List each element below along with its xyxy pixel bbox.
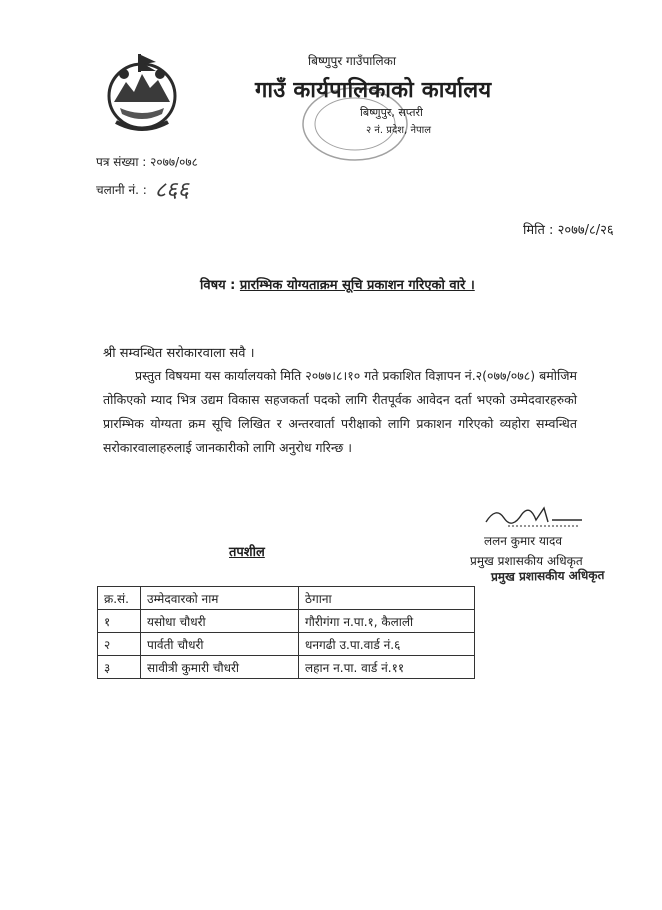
table-row bbox=[98, 610, 475, 633]
cell-name: पार्वती चौधरी bbox=[141, 633, 299, 656]
letter-date: मिति : २०७७/८/२६ bbox=[523, 223, 614, 238]
candidate-table bbox=[97, 586, 475, 679]
cell-name: सावीत्री कुमारी चौधरी bbox=[141, 656, 299, 679]
cell-address: लहान न.पा. वार्ड नं.११ bbox=[299, 656, 475, 679]
cell-address: गौरीगंगा न.पा.१, कैलाली bbox=[299, 610, 475, 633]
cell-serial: २ bbox=[98, 633, 141, 656]
municipality-name: बिष्णुपुर गाउँपालिका bbox=[308, 54, 396, 68]
province-address: २ नं. प्रदेश, नेपाल bbox=[366, 125, 432, 136]
cell-serial: १ bbox=[98, 610, 141, 633]
dispatch-value: ८६६ bbox=[154, 178, 189, 203]
reference-value: २०७७/०७८ bbox=[150, 155, 198, 169]
table-header-row bbox=[98, 587, 475, 610]
district-address: बिष्णुपुर, सप्तरी bbox=[360, 106, 423, 119]
cell-serial: ३ bbox=[98, 656, 141, 679]
salutation: श्री सम्वन्धित सरोकारवाला सवै । bbox=[103, 346, 255, 361]
nepal-emblem-icon bbox=[104, 52, 180, 136]
handwritten-signature bbox=[478, 500, 588, 530]
header-serial: क्र.सं. bbox=[98, 587, 141, 610]
subject-label: विषय : bbox=[200, 278, 236, 293]
signatory-title: प्रमुख प्रशासकीय अधिकृत bbox=[470, 554, 583, 568]
body-paragraph: प्रस्तुत विषयमा यस कार्यालयको मिति २०७७।८।१० गते प्रकाशित विज्ञापन नं.२(०७७/०७८) बमोजिम तोकिएको म्याद भित्र उद्यम विकास सहजकर्ता पदको लागि रीतपूर्वक आवेदन दर्ता भएको उम्मेदवारहरुको प्रारम्भिक योग्यता क्रम सूचि लिखित र अन्तरवार्ता परीक्षाको लागि प्रकाशन गरिएको व्यहोरा सम्वन्धित सरोकारवालाहरुलाई जानकारीको लागि अनुरोध गरिन्छ । bbox=[103, 368, 577, 455]
table-row bbox=[98, 633, 475, 656]
dispatch-label: चलानी नं. : bbox=[96, 183, 147, 197]
cell-name: यसोधा चौधरी bbox=[141, 610, 299, 633]
reference-label: पत्र संख्या : bbox=[96, 155, 147, 169]
signatory-stamp: प्रमुख प्रशासकीय अधिकृत bbox=[490, 568, 605, 584]
cell-address: धनगढी उ.पा.वार्ड नं.६ bbox=[299, 633, 475, 656]
table-row bbox=[98, 656, 475, 679]
office-title: गाउँ कार्यपालिकाको कार्यालय bbox=[255, 78, 492, 103]
signatory-name: ललन कुमार यादव bbox=[484, 534, 563, 548]
subject-line bbox=[200, 275, 475, 293]
reference-number bbox=[96, 153, 198, 170]
header-candidate-name: उम्मेदवारको नाम bbox=[141, 587, 299, 610]
subject-text: प्रारम्भिक योग्यताक्रम सूचि प्रकाशन गरिएको वारे । bbox=[239, 278, 475, 293]
dispatch-number bbox=[96, 171, 189, 201]
annex-heading: तपशील bbox=[229, 545, 265, 560]
header-address: ठेगाना bbox=[299, 587, 475, 610]
